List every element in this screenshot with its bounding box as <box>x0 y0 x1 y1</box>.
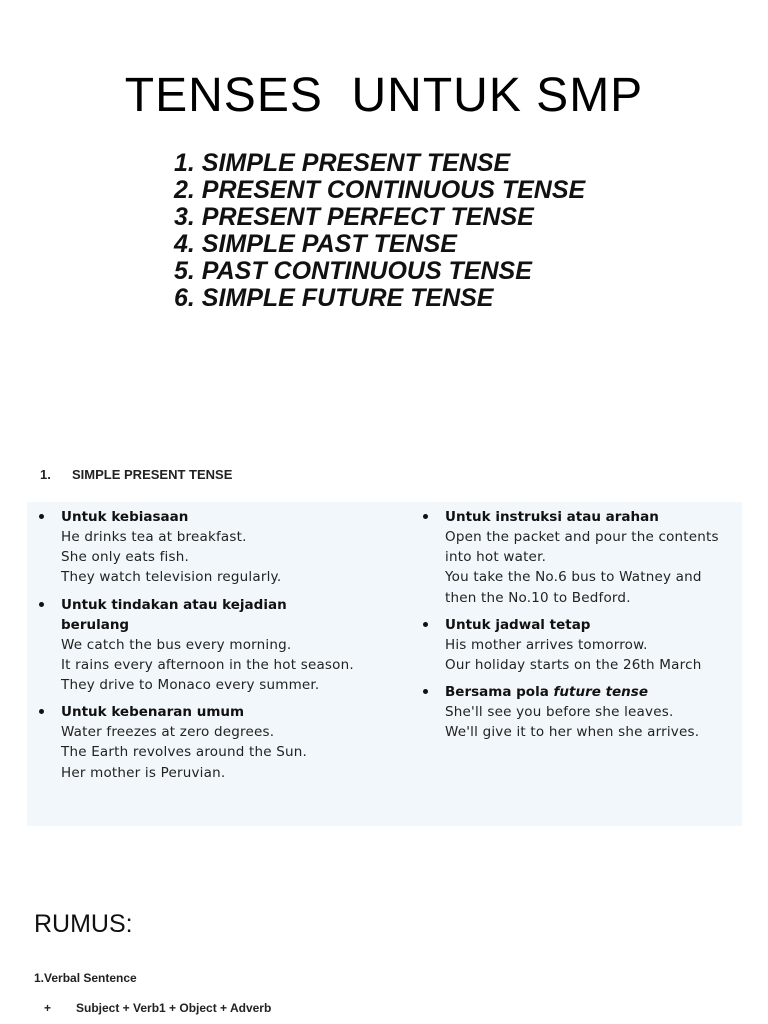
usage-heading: Untuk kebiasaan <box>61 509 189 525</box>
example-line: Our holiday starts on the 26th March <box>445 657 702 674</box>
formula-line <box>44 1001 271 1015</box>
section-heading <box>40 467 232 482</box>
example-line: She only eats fish. <box>61 549 189 566</box>
formula-text: Subject + Verb1 + Object + Adverb <box>76 1001 272 1015</box>
tense-list-item: 6. SIMPLE FUTURE TENSE <box>174 284 494 312</box>
tense-list-item: 5. PAST CONTINUOUS TENSE <box>174 257 532 285</box>
verbal-sentence-label: 1.Verbal Sentence <box>34 971 137 985</box>
example-line: The Earth revolves around the Sun. <box>61 744 308 761</box>
bullet-icon <box>423 682 433 702</box>
usage-block <box>423 615 738 675</box>
example-line: You take the No.6 bus to Watney and then the No.10 to Bedford. <box>445 569 702 606</box>
example-line: Her mother is Peruvian. <box>61 764 226 781</box>
example-line: His mother arrives tomorrow. <box>445 636 648 653</box>
usage-column-left <box>39 507 399 790</box>
bullet-icon <box>39 595 49 615</box>
usage-heading: Untuk kebenaran umum <box>61 704 245 721</box>
usage-block <box>39 702 399 783</box>
usage-block <box>423 682 738 742</box>
example-line: Open the packet and pour the contents into hot water. <box>445 529 719 566</box>
example-line: She'll see you before she leaves. <box>445 704 674 721</box>
rumus-heading: RUMUS: <box>34 910 133 938</box>
section-title: SIMPLE PRESENT TENSE <box>72 467 233 482</box>
tense-list-item: 3. PRESENT PERFECT TENSE <box>174 203 534 231</box>
bullet-icon <box>39 507 49 527</box>
example-line: He drinks tea at breakfast. <box>61 529 247 545</box>
usage-heading: Bersama pola future tense <box>445 684 648 701</box>
tense-list <box>174 150 585 312</box>
bullet-icon <box>39 702 49 722</box>
tense-list-item: 2. PRESENT CONTINUOUS TENSE <box>174 176 586 204</box>
bullet-icon <box>423 615 433 635</box>
tense-list-item: 4. SIMPLE PAST TENSE <box>174 230 457 258</box>
usage-heading: Untuk instruksi atau arahan <box>445 509 659 525</box>
bullet-icon <box>423 507 433 527</box>
usage-block <box>39 595 399 696</box>
tense-list-item: 1. SIMPLE PRESENT TENSE <box>174 149 511 177</box>
usage-box <box>27 502 742 826</box>
example-line: We catch the bus every morning. <box>61 636 292 653</box>
page-title: TENSES UNTUK SMP <box>124 69 644 122</box>
example-line: They drive to Monaco every summer. <box>61 677 320 694</box>
usage-column-right <box>423 507 738 750</box>
section-number: 1. <box>40 467 51 482</box>
usage-block <box>423 507 738 608</box>
example-line: We'll give it to her when she arrives. <box>445 724 700 741</box>
example-line: They watch television regularly. <box>61 569 282 586</box>
usage-block <box>39 507 399 588</box>
usage-heading: Untuk tindakan atau kejadian berulang <box>61 596 287 633</box>
example-line: Water freezes at zero degrees. <box>61 724 275 741</box>
plus-sign: + <box>44 1001 52 1015</box>
example-line: It rains every afternoon in the hot season. <box>61 656 354 673</box>
usage-heading: Untuk jadwal tetap <box>445 616 591 633</box>
